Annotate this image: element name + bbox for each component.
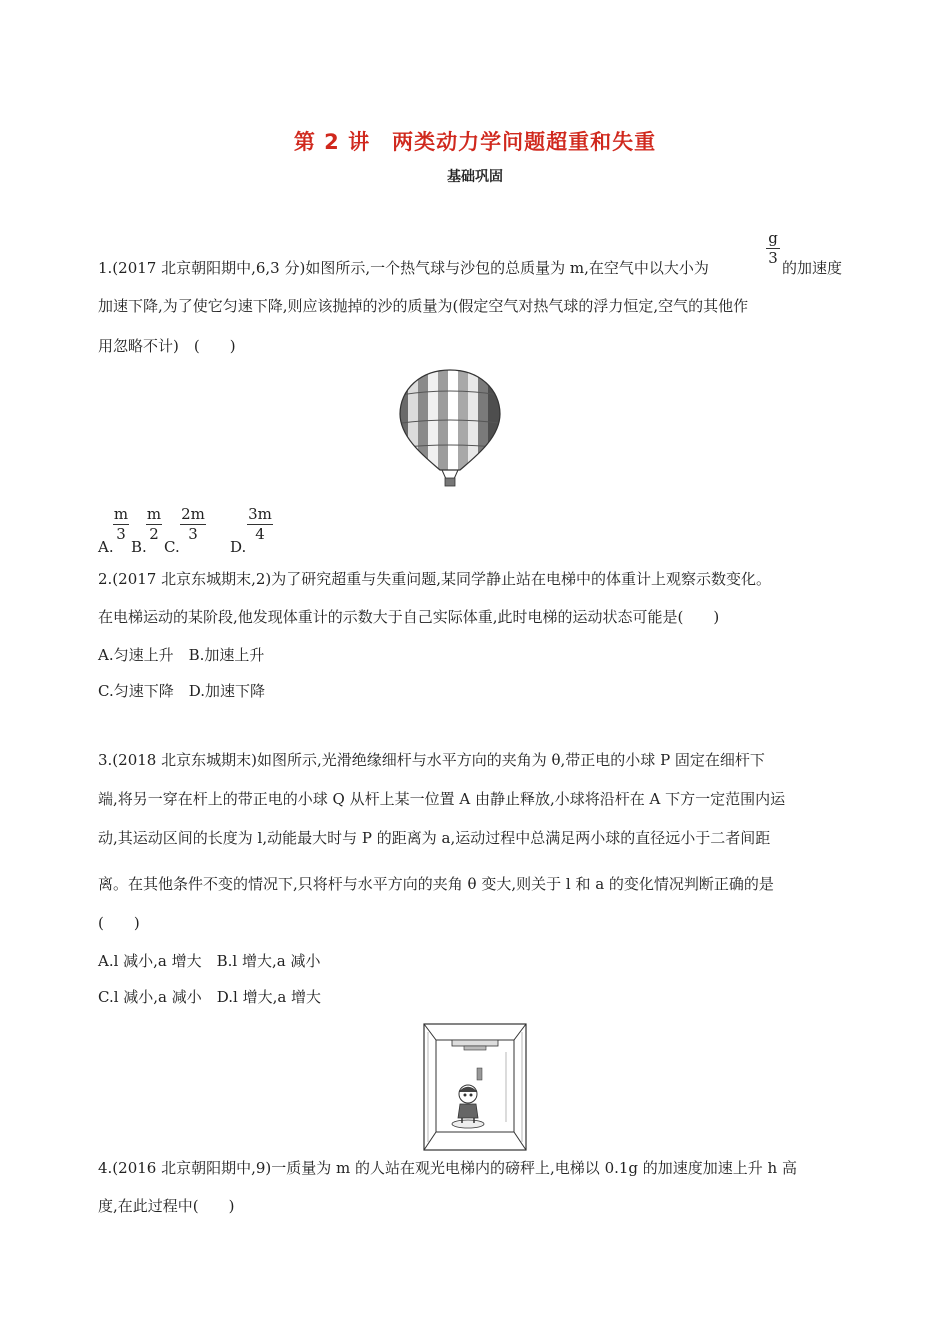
question-4-line-1: 4.(2016 北京朝阳期中,9)一质量为 m 的人站在观光电梯内的磅秤上,电梯以 0.1g 的加速度加速上升 h 高 (98, 1159, 797, 1177)
option-b-fraction: m 2 (146, 505, 162, 543)
fraction-g-over-3: g 3 (766, 229, 780, 267)
option-a-label[interactable]: A. (98, 538, 114, 556)
hot-air-balloon-figure (394, 366, 506, 490)
question-1-line-3: 用忽略不计) ( ) (98, 337, 236, 355)
question-2-line-2: 在电梯运动的某阶段,他发现体重计的示数大于自己实际体重,此时电梯的运动状态可能是( ) (98, 608, 720, 626)
question-2-options-ab[interactable]: A.匀速上升 B.加速上升 (98, 646, 265, 664)
question-3-options-cd[interactable]: C.l 减小,a 减小 D.l 增大,a 增大 (98, 988, 322, 1006)
question-2-options-cd[interactable]: C.匀速下降 D.加速下降 (98, 682, 265, 700)
question-4-line-2: 度,在此过程中( ) (98, 1197, 235, 1215)
question-1-line-1-tail: 的加速度 (782, 259, 843, 277)
question-1-line-2: 加速下降,为了使它匀速下降,则应该抛掉的沙的质量为(假定空气对热气球的浮力恒定,空气的其他作 (98, 297, 749, 315)
question-2-line-1: 2.(2017 北京东城期末,2)为了研究超重与失重问题,某同学静止站在电梯中的体重计上观察示数变化。 (98, 570, 772, 588)
page-title: 第 2 讲 两类动力学问题超重和失重 (293, 130, 657, 154)
question-3-options-ab[interactable]: A.l 减小,a 增大 B.l 增大,a 减小 (98, 952, 321, 970)
question-1-line-1: 1.(2017 北京朝阳期中,6,3 分)如图所示,一个热气球与沙包的总质量为 m,在空气中以大小为 (98, 259, 709, 277)
section-subtitle: 基础巩固 (447, 169, 503, 185)
question-3-line-2: 端,将另一穿在杆上的带正电的小球 Q 从杆上某一位置 A 由静止释放,小球将沿杆在 A 下方一定范围内运 (98, 790, 786, 808)
question-3-line-3: 动,其运动区间的长度为 l,动能最大时与 P 的距离为 a,运动过程中总满足两小球的直径远小于二者间距 (98, 829, 771, 847)
question-3-line-5: ( ) (98, 914, 140, 932)
option-c-fraction: 2m 3 (181, 505, 205, 543)
option-d-fraction: 3m 4 (248, 505, 272, 543)
option-c-label[interactable]: C. (164, 538, 180, 556)
question-3-line-4: 离。在其他条件不变的情况下,只将杆与水平方向的夹角 θ 变大,则关于 l 和 a 的变化情况判断正确的是 (98, 875, 774, 893)
option-a-fraction: m 3 (113, 505, 129, 543)
option-b-label[interactable]: B. (131, 538, 147, 556)
question-3-line-1: 3.(2018 北京东城期末)如图所示,光滑绝缘细杆与水平方向的夹角为 θ,带正电的小球 P 固定在细杆下 (98, 751, 765, 769)
option-d-label[interactable]: D. (230, 538, 247, 556)
elevator-figure (422, 1022, 528, 1152)
